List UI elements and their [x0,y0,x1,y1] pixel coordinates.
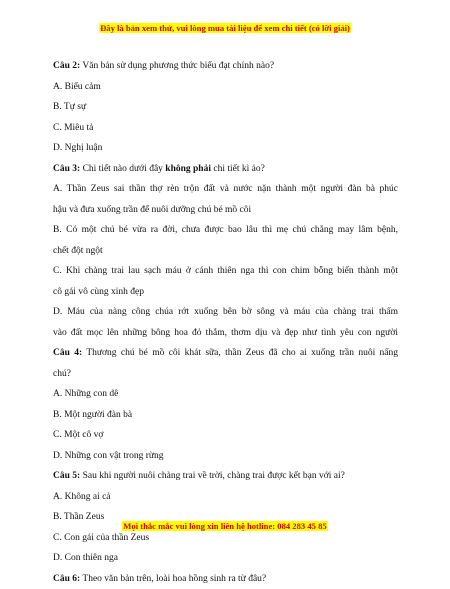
question-2-option-c: C. Miêu tả [53,118,398,139]
question-5-option-d: D. Con thiên nga [53,548,398,569]
question-3-emphasis: không phải [165,164,211,174]
question-2-label: Câu 2: [53,61,80,71]
question-3-option-d-line-2: vào đất mọc lên những bông hoa đỏ thắm, thơm dịu và đẹp như tình yêu con người [53,323,398,344]
question-4-stem [53,343,398,364]
question-4-text-line-1: Thương chú bé mồ côi khát sữa, thần Zeus đã cho ai xuống trần nuôi nấng [82,348,398,358]
question-5-text: Sau khi người nuôi chàng trai về trời, chàng trai được kết bạn với ai? [80,471,345,481]
question-2-option-b: B. Tự sự [53,97,398,118]
question-3-option-a-line-1: A. Thần Zeus sai thần thợ rèn trộn đất và nước nặn thành một người đàn bà phúc [53,179,398,200]
question-2-stem [53,56,398,77]
question-5-stem [53,466,398,487]
question-3-option-b-line-2: chết đột ngột [53,241,398,262]
question-4-option-b: B. Một người đàn bà [53,405,398,426]
preview-notice-text: Đây là bản xem thử, vui lòng mua tài liệu để xem chi tiết (có lời giải) [99,23,351,33]
question-5-option-a: A. Không ai cả [53,487,398,508]
question-4-option-c: C. Một cô vợ [53,425,398,446]
question-3-text-after: chi tiết kì ảo? [211,164,265,174]
question-4-label: Câu 4: [53,348,82,358]
question-6-text: Theo văn bản trên, loài hoa hồng sinh ra từ đâu? [80,574,266,584]
question-3-option-d-line-1: D. Máu của nàng công chúa rớt xuống bên bờ sông và máu của chàng trai thấm [53,302,398,323]
question-5-label: Câu 5: [53,471,80,481]
question-5-option-c: C. Con gái của thần Zeus [53,528,398,549]
question-3-option-b-line-1: B. Có một chú bé vừa ra đời, chưa được bao lâu thì mẹ chú chẳng may lâm bệnh, [53,220,398,241]
question-3-option-a-line-2: hậu và đưa xuống trần để nuôi dưỡng chú bé mồ côi [53,200,398,221]
question-content [53,56,398,589]
question-3-option-c-line-2: cô gái vô cùng xinh đẹp [53,282,398,303]
hotline-text: Mọi thắc mắc vui lòng xin liên hệ hotline: 084 283 45 85 [122,521,327,531]
question-2-option-a: A. Biểu cảm [53,77,398,98]
question-3-option-c-line-1: C. Khi chàng trai lau sạch máu ở cánh thiên nga thì con chim bỗng biến thành một [53,261,398,282]
question-4-text-line-2: chú? [53,364,398,385]
hotline-banner [0,521,450,531]
question-6-label: Câu 6: [53,574,80,584]
question-3-label: Câu 3: [53,164,80,174]
question-3-stem [53,159,398,180]
question-6-stem [53,569,398,589]
question-2-option-d: D. Nghị luận [53,138,398,159]
question-4-option-a: A. Những con dê [53,384,398,405]
question-2-text: Văn bản sử dụng phương thức biểu đạt chính nào? [80,61,274,71]
question-4-option-d: D. Những con vật trong rừng [53,446,398,467]
question-5-option-b: B. Thần Zeus [53,507,398,528]
question-3-text-before: Chi tiết nào dưới đây [80,164,165,174]
preview-notice-banner [0,23,450,33]
